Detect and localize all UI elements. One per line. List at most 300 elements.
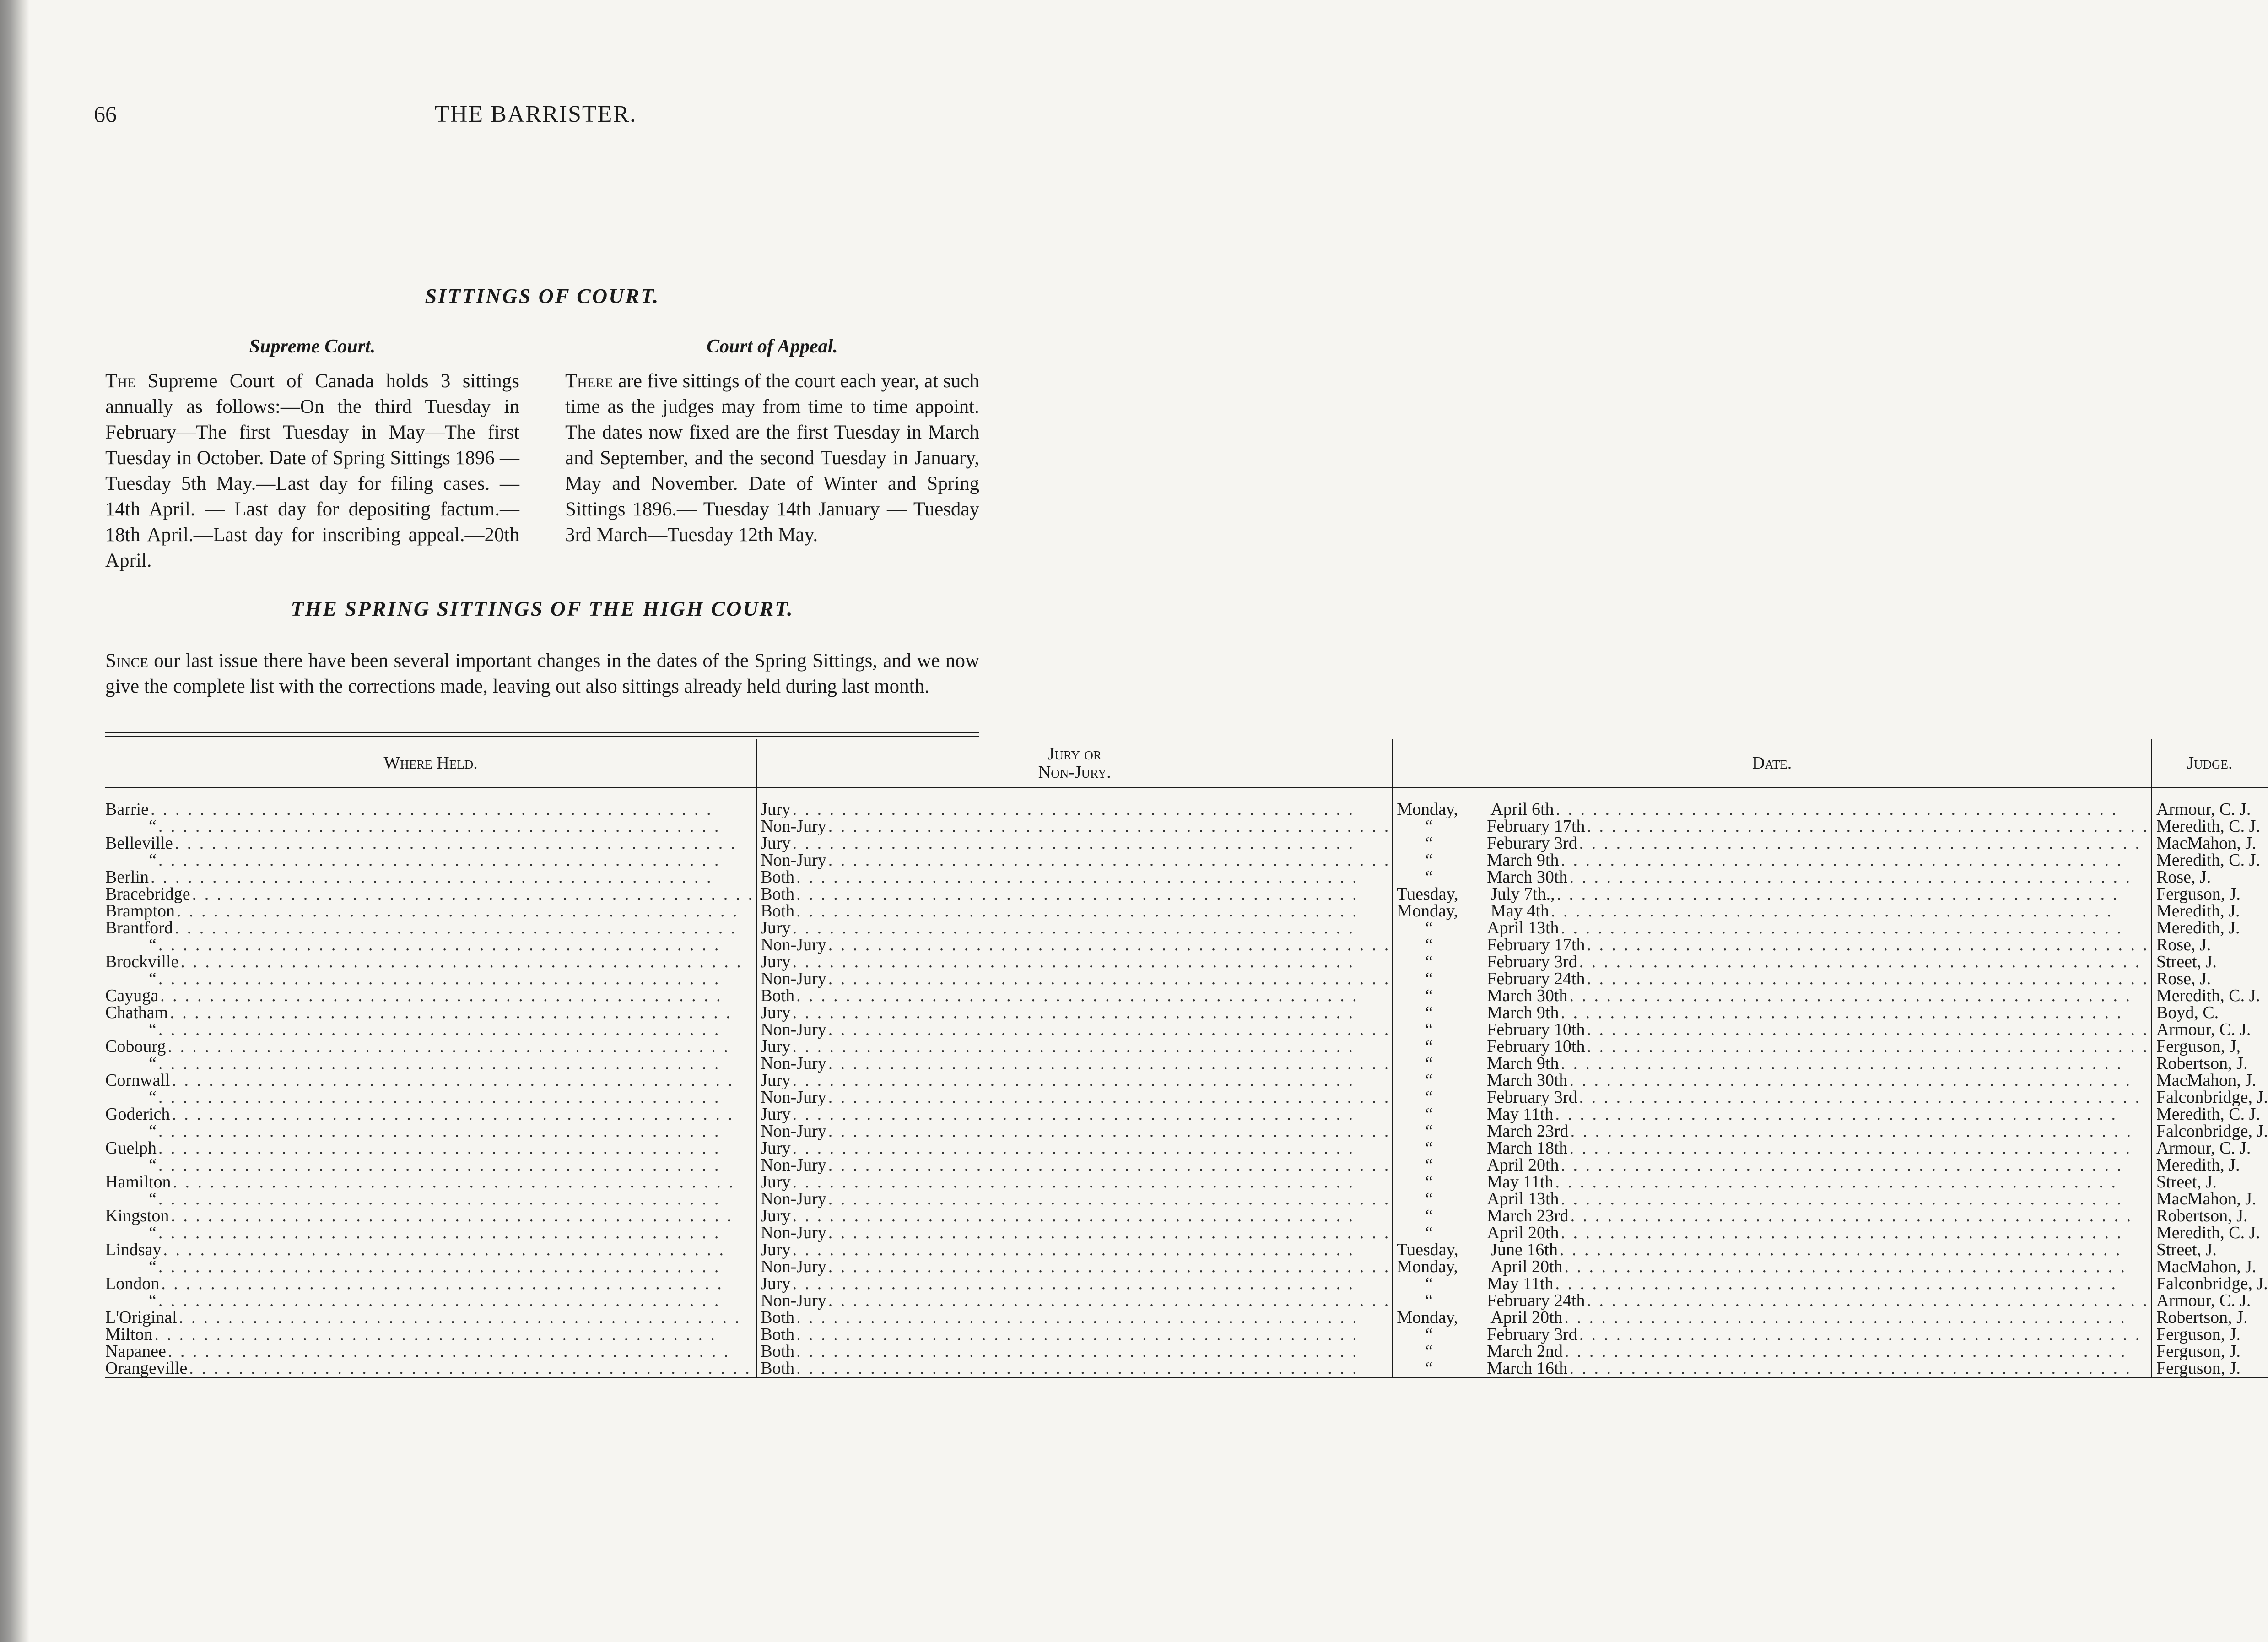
jury-cell [756, 1225, 1393, 1241]
date-cell [1393, 1072, 2151, 1089]
table-row [105, 788, 2268, 818]
table-top-rule-thin [105, 736, 979, 737]
court-of-appeal-text [565, 369, 979, 548]
leader-dots: . . . . . . . . . . . . . . . . . . . . . . . . . . . . . . . . . . . . . . . . . . . . . . [158, 1088, 721, 1107]
leader-dots: . . . . . . . . . . . . . . . . . . . . . . . . . . . . . . . . . . . . . . . . . . . . . . [828, 935, 1391, 954]
sitting-day: Tuesday, [1397, 1240, 1458, 1259]
court-of-appeal-column [565, 336, 979, 574]
jury-cell [756, 1089, 1393, 1106]
jury-type: Jury [761, 800, 791, 819]
jury-cell [756, 1157, 1393, 1174]
where-held-cell [105, 970, 756, 987]
page-header [94, 92, 979, 133]
leader-dots: . . . . . . . . . . . . . . . . . . . . . . . . . . . . . . . . . . . . . . . . . . . . . . [172, 1105, 734, 1124]
where-held-cell [105, 1360, 756, 1378]
date-cell [1393, 1174, 2151, 1191]
sitting-date: July 7th., [1490, 884, 1555, 904]
date-cell [1393, 987, 2151, 1004]
date-cell [1393, 1157, 2151, 1174]
sitting-day: “ [1425, 935, 1433, 954]
header-date: Date. [1393, 739, 2151, 788]
sitting-day: “ [1425, 1054, 1433, 1073]
jury-cell [756, 920, 1393, 937]
leader-dots: . . . . . . . . . . . . . . . . . . . . . . . . . . . . . . . . . . . . . . . . . . . . . . [1561, 918, 2123, 938]
jury-cell [756, 1360, 1393, 1378]
date-cell [1393, 1123, 2151, 1140]
table-row [105, 1343, 2268, 1360]
table-row [105, 1191, 2268, 1208]
jury-type: Non-Jury [761, 1189, 826, 1208]
judge: Robertson, J. [2151, 1208, 2268, 1225]
where-held-cell [105, 1258, 756, 1275]
header-jury-line2: Non-Jury. [1038, 763, 1111, 782]
table-row [105, 1241, 2268, 1258]
leader-dots: . . . . . . . . . . . . . . . . . . . . . . . . . . . . . . . . . . . . . . . . . . . . . . [176, 901, 739, 921]
leader-dots: . . . . . . . . . . . . . . . . . . . . . . . . . . . . . . . . . . . . . . . . . . . . . . [167, 1342, 730, 1361]
sitting-day: “ [1425, 1138, 1433, 1158]
leader-dots: . . . . . . . . . . . . . . . . . . . . . . . . . . . . . . . . . . . . . . . . . . . . . . [1561, 1155, 2123, 1175]
leader-dots: . . . . . . . . . . . . . . . . . . . . . . . . . . . . . . . . . . . . . . . . . . . . . . [828, 1155, 1391, 1175]
date-cell [1393, 1309, 2151, 1326]
jury-cell [756, 987, 1393, 1004]
leader-dots: . . . . . . . . . . . . . . . . . . . . . . . . . . . . . . . . . . . . . . . . . . . . . . [1579, 1325, 2142, 1344]
leader-dots: . . . . . . . . . . . . . . . . . . . . . . . . . . . . . . . . . . . . . . . . . . . . . . [1579, 834, 2142, 853]
leader-dots: . . . . . . . . . . . . . . . . . . . . . . . . . . . . . . . . . . . . . . . . . . . . . . [172, 1071, 734, 1090]
where-held-cell [105, 1343, 756, 1360]
judge: Robertson, J. [2151, 1309, 2268, 1326]
leader-dots: . . . . . . . . . . . . . . . . . . . . . . . . . . . . . . . . . . . . . . . . . . . . . . [796, 901, 1359, 921]
leader-dots: . . . . . . . . . . . . . . . . . . . . . . . . . . . . . . . . . . . . . . . . . . . . . . [792, 1206, 1355, 1225]
spring-body: our last issue there have been several important changes in the dates of the Spring Sittings, and we now give the complete list with the corrections made, leaving out also sittings already held during last month. [105, 650, 979, 697]
where-held: Cornwall [105, 1071, 170, 1090]
sitting-date: March 30th [1487, 1071, 1568, 1090]
judge: Meredith, J. [2151, 903, 2268, 920]
leader-dots: . . . . . . . . . . . . . . . . . . . . . . . . . . . . . . . . . . . . . . . . . . . . . . [1561, 851, 2123, 870]
where-held-cell [105, 852, 756, 869]
sitting-date: April 20th [1487, 1155, 1559, 1175]
judge: Falconbridge, J. [2151, 1275, 2268, 1292]
leader-dots: . . . . . . . . . . . . . . . . . . . . . . . . . . . . . . . . . . . . . . . . . . . . . . [828, 969, 1391, 988]
sitting-day: “ [1425, 1325, 1433, 1344]
leader-dots: . . . . . . . . . . . . . . . . . . . . . . . . . . . . . . . . . . . . . . . . . . . . . . [1564, 1308, 2127, 1327]
leader-dots: . . . . . . . . . . . . . . . . . . . . . . . . . . . . . . . . . . . . . . . . . . . . . . [1570, 1206, 2133, 1225]
date-cell [1393, 970, 2151, 987]
date-cell [1393, 1055, 2151, 1072]
where-held: Barrie [105, 800, 149, 819]
sittings-table [105, 739, 2268, 1382]
leader-dots: . . . . . . . . . . . . . . . . . . . . . . . . . . . . . . . . . . . . . . . . . . . . . . [158, 1138, 721, 1158]
jury-type: Jury [761, 1274, 791, 1293]
where-held: “ [149, 1189, 157, 1208]
where-held-cell [105, 1021, 756, 1038]
supreme-body: Supreme Court of Canada holds 3 sittings annually as follows:—On the third Tuesday in February—The first Tuesday in May—The first Tuesday in October. Date of Spring Sittings 1896 —Tuesday 5th May.—Last day for filing cases. — 14th April. — Last day for depositing factum.—18th April.—Last day for inscribing appeal.—20th April. [105, 370, 519, 571]
leader-dots: . . . . . . . . . . . . . . . . . . . . . . . . . . . . . . . . . . . . . . . . . . . . . . [796, 884, 1359, 904]
jury-type: Both [761, 1308, 795, 1327]
leader-dots: . . . . . . . . . . . . . . . . . . . . . . . . . . . . . . . . . . . . . . . . . . . . . . [1561, 1189, 2123, 1208]
where-held: “ [149, 935, 157, 954]
sitting-date: June 16th [1490, 1240, 1558, 1259]
table-row [105, 1055, 2268, 1072]
sitting-date: March 30th [1487, 867, 1568, 887]
judge: Robertson, J. [2151, 1055, 2268, 1072]
sitting-date: April 13th [1487, 1189, 1559, 1208]
supreme-lead-word: The [105, 370, 136, 392]
jury-type: Jury [761, 834, 791, 853]
jury-type: Jury [761, 952, 791, 971]
jury-cell [756, 1208, 1393, 1225]
table-row [105, 1309, 2268, 1326]
sitting-date: March 2nd [1487, 1342, 1563, 1361]
sitting-date: April 13th [1487, 918, 1559, 938]
leader-dots: . . . . . . . . . . . . . . . . . . . . . . . . . . . . . . . . . . . . . . . . . . . . . . [792, 1274, 1355, 1293]
judge: Street, J. [2151, 1241, 2268, 1258]
jury-type: Jury [761, 1138, 791, 1158]
leader-dots: . . . . . . . . . . . . . . . . . . . . . . . . . . . . . . . . . . . . . . . . . . . . . . [189, 1359, 751, 1378]
judge: Meredith, C. J. [2151, 852, 2268, 869]
judge: Meredith, C. J. [2151, 1106, 2268, 1123]
sitting-date: May 11th [1487, 1274, 1554, 1293]
leader-dots: . . . . . . . . . . . . . . . . . . . . . . . . . . . . . . . . . . . . . . . . . . . . . . [158, 1155, 721, 1175]
where-held: Berlin [105, 867, 149, 887]
judge: Street, J. [2151, 954, 2268, 970]
date-cell [1393, 886, 2151, 903]
judge: Armour, C. J. [2151, 1292, 2268, 1309]
header-judge: Judge. [2151, 739, 2268, 788]
jury-type: Jury [761, 1105, 791, 1124]
table-row [105, 1072, 2268, 1089]
where-held: Orangeville [105, 1359, 188, 1378]
sitting-day: “ [1425, 952, 1433, 971]
date-cell [1393, 1292, 2151, 1309]
where-held: Bracebridge [105, 884, 190, 904]
jury-cell [756, 1191, 1393, 1208]
where-held: “ [149, 817, 157, 836]
judge: Meredith, C. J. [2151, 818, 2268, 835]
judge: Rose, J. [2151, 970, 2268, 987]
table-bottom-rule [105, 1378, 2268, 1382]
sitting-day: “ [1425, 1223, 1433, 1242]
sitting-date: April 6th [1490, 800, 1554, 819]
leader-dots: . . . . . . . . . . . . . . . . . . . . . . . . . . . . . . . . . . . . . . . . . . . . . . [1569, 1071, 2132, 1090]
sitting-day: “ [1425, 1342, 1433, 1361]
spring-intro [105, 648, 979, 699]
sitting-day: “ [1425, 986, 1433, 1005]
date-cell [1393, 852, 2151, 869]
sitting-date: March 16th [1487, 1359, 1568, 1378]
table-row [105, 987, 2268, 1004]
leader-dots: . . . . . . . . . . . . . . . . . . . . . . . . . . . . . . . . . . . . . . . . . . . . . . [1550, 901, 2113, 921]
leader-dots: . . . . . . . . . . . . . . . . . . . . . . . . . . . . . . . . . . . . . . . . . . . . . . [792, 918, 1355, 938]
jury-cell [756, 1258, 1393, 1275]
jury-cell [756, 1326, 1393, 1343]
sitting-day: “ [1425, 1189, 1433, 1208]
sitting-date: February 24th [1487, 1291, 1585, 1310]
leader-dots: . . . . . . . . . . . . . . . . . . . . . . . . . . . . . . . . . . . . . . . . . . . . . . [828, 1122, 1391, 1141]
leader-dots: . . . . . . . . . . . . . . . . . . . . . . . . . . . . . . . . . . . . . . . . . . . . . . [160, 986, 723, 1005]
table-row [105, 970, 2268, 987]
date-cell [1393, 1191, 2151, 1208]
leader-dots: . . . . . . . . . . . . . . . . . . . . . . . . . . . . . . . . . . . . . . . . . . . . . . [173, 1172, 735, 1192]
sitting-date: March 23rd [1487, 1206, 1569, 1225]
leader-dots: . . . . . . . . . . . . . . . . . . . . . . . . . . . . . . . . . . . . . . . . . . . . . . [158, 969, 721, 988]
leader-dots: . . . . . . . . . . . . . . . . . . . . . . . . . . . . . . . . . . . . . . . . . . . . . . [796, 1359, 1359, 1378]
jury-type: Non-Jury [761, 969, 826, 988]
jury-cell [756, 852, 1393, 869]
leader-dots: . . . . . . . . . . . . . . . . . . . . . . . . . . . . . . . . . . . . . . . . . . . . . . [796, 867, 1359, 887]
running-title: THE BARRISTER. [435, 101, 637, 127]
table-row [105, 869, 2268, 886]
where-held: Goderich [105, 1105, 170, 1124]
leader-dots: . . . . . . . . . . . . . . . . . . . . . . . . . . . . . . . . . . . . . . . . . . . . . . [792, 1037, 1355, 1056]
sitting-date: May 11th [1487, 1172, 1554, 1192]
jury-cell [756, 1309, 1393, 1326]
where-held: Brampton [105, 901, 175, 921]
where-held: “ [149, 1088, 157, 1107]
spring-lead-word: Since [105, 650, 148, 672]
date-cell [1393, 1021, 2151, 1038]
sitting-day: Tuesday, [1397, 884, 1458, 904]
where-held-cell [105, 886, 756, 903]
jury-cell [756, 937, 1393, 954]
table-row [105, 1106, 2268, 1123]
leader-dots: . . . . . . . . . . . . . . . . . . . . . . . . . . . . . . . . . . . . . . . . . . . . . . [792, 800, 1355, 819]
leader-dots: . . . . . . . . . . . . . . . . . . . . . . . . . . . . . . . . . . . . . . . . . . . . . . [154, 1325, 717, 1344]
jury-cell [756, 1021, 1393, 1038]
sitting-date: April 20th [1487, 1223, 1559, 1242]
date-cell [1393, 1225, 2151, 1241]
leader-dots: . . . . . . . . . . . . . . . . . . . . . . . . . . . . . . . . . . . . . . . . . . . . . . [1555, 1172, 2118, 1192]
where-held: Chatham [105, 1003, 168, 1022]
table-row [105, 1258, 2268, 1275]
sitting-day: “ [1425, 1172, 1433, 1192]
where-held-cell [105, 1225, 756, 1241]
judge: Falconbridge, J. [2151, 1089, 2268, 1106]
sitting-day: Monday, [1397, 800, 1458, 819]
leader-dots: . . . . . . . . . . . . . . . . . . . . . . . . . . . . . . . . . . . . . . . . . . . . . . [796, 1325, 1359, 1344]
where-held: Napanee [105, 1342, 166, 1361]
where-held-cell [105, 1157, 756, 1174]
sitting-day: “ [1425, 1071, 1433, 1090]
table-row [105, 1021, 2268, 1038]
where-held: “ [149, 851, 157, 870]
leader-dots: . . . . . . . . . . . . . . . . . . . . . . . . . . . . . . . . . . . . . . . . . . . . . . [792, 1172, 1355, 1192]
table-row [105, 1038, 2268, 1055]
jury-type: Jury [761, 918, 791, 938]
jury-cell [756, 1140, 1393, 1157]
jury-cell [756, 886, 1393, 903]
table-body [105, 788, 2268, 1378]
sitting-day: “ [1425, 851, 1433, 870]
leader-dots: . . . . . . . . . . . . . . . . . . . . . . . . . . . . . . . . . . . . . . . . . . . . . . [1579, 952, 2142, 971]
sitting-day: “ [1425, 1359, 1433, 1378]
date-cell [1393, 1038, 2151, 1055]
where-held-cell [105, 1038, 756, 1055]
sitting-date: April 20th [1490, 1257, 1563, 1276]
sitting-date: March 23rd [1487, 1122, 1569, 1141]
leader-dots: . . . . . . . . . . . . . . . . . . . . . . . . . . . . . . . . . . . . . . . . . . . . . . [158, 817, 721, 836]
where-held-cell [105, 1055, 756, 1072]
date-cell [1393, 920, 2151, 937]
where-held-cell [105, 1292, 756, 1309]
leader-dots: . . . . . . . . . . . . . . . . . . . . . . . . . . . . . . . . . . . . . . . . . . . . . . [792, 1240, 1355, 1259]
sitting-date: February 24th [1487, 969, 1585, 988]
leader-dots: . . . . . . . . . . . . . . . . . . . . . . . . . . . . . . . . . . . . . . . . . . . . . . [828, 1020, 1391, 1039]
sittings-title: SITTINGS OF COURT. [425, 284, 660, 308]
jury-cell [756, 835, 1393, 852]
jury-type: Both [761, 1342, 795, 1361]
jury-cell [756, 1072, 1393, 1089]
date-cell [1393, 1258, 2151, 1275]
jury-cell [756, 954, 1393, 970]
leader-dots: . . . . . . . . . . . . . . . . . . . . . . . . . . . . . . . . . . . . . . . . . . . . . . [158, 1122, 721, 1141]
sitting-day: Monday, [1397, 1308, 1458, 1327]
sitting-date: February 17th [1487, 935, 1585, 954]
sitting-date: April 20th [1490, 1308, 1563, 1327]
where-held: Lindsay [105, 1240, 162, 1259]
where-held-cell [105, 1326, 756, 1343]
table-row [105, 1326, 2268, 1343]
leader-dots: . . . . . . . . . . . . . . . . . . . . . . . . . . . . . . . . . . . . . . . . . . . . . . [158, 1291, 721, 1310]
leader-dots: . . . . . . . . . . . . . . . . . . . . . . . . . . . . . . . . . . . . . . . . . . . . . . [828, 1189, 1391, 1208]
header-jury [756, 739, 1393, 788]
leader-dots: . . . . . . . . . . . . . . . . . . . . . . . . . . . . . . . . . . . . . . . . . . . . . . [1569, 867, 2132, 887]
jury-type: Both [761, 884, 795, 904]
jury-type: Both [761, 901, 795, 921]
judge: MacMahon, J. [2151, 835, 2268, 852]
leader-dots: . . . . . . . . . . . . . . . . . . . . . . . . . . . . . . . . . . . . . . . . . . . . . . [1587, 1020, 2149, 1039]
judge: Boyd, C. [2151, 1004, 2268, 1021]
leader-dots: . . . . . . . . . . . . . . . . . . . . . . . . . . . . . . . . . . . . . . . . . . . . . . [167, 1037, 730, 1056]
jury-type: Jury [761, 1037, 791, 1056]
date-cell [1393, 818, 2151, 835]
judge: Rose, J. [2151, 937, 2268, 954]
leader-dots: . . . . . . . . . . . . . . . . . . . . . . . . . . . . . . . . . . . . . . . . . . . . . . [158, 1189, 721, 1208]
jury-type: Both [761, 986, 795, 1005]
leader-dots: . . . . . . . . . . . . . . . . . . . . . . . . . . . . . . . . . . . . . . . . . . . . . . [158, 851, 721, 870]
sitting-day: “ [1425, 1274, 1433, 1293]
jury-type: Jury [761, 1240, 791, 1259]
where-held: Belleville [105, 834, 173, 853]
sitting-date: February 10th [1487, 1020, 1585, 1039]
leader-dots: . . . . . . . . . . . . . . . . . . . . . . . . . . . . . . . . . . . . . . . . . . . . . . [796, 1308, 1359, 1327]
leader-dots: . . . . . . . . . . . . . . . . . . . . . . . . . . . . . . . . . . . . . . . . . . . . . . [1561, 1003, 2123, 1022]
jury-cell [756, 1174, 1393, 1191]
jury-type: Non-Jury [761, 1155, 826, 1175]
jury-type: Jury [761, 1206, 791, 1225]
leader-dots: . . . . . . . . . . . . . . . . . . . . . . . . . . . . . . . . . . . . . . . . . . . . . . [792, 1003, 1355, 1022]
where-held-cell [105, 1004, 756, 1021]
leader-dots: . . . . . . . . . . . . . . . . . . . . . . . . . . . . . . . . . . . . . . . . . . . . . . [792, 1071, 1355, 1090]
leader-dots: . . . . . . . . . . . . . . . . . . . . . . . . . . . . . . . . . . . . . . . . . . . . . . [1587, 969, 2149, 988]
where-held: Milton [105, 1325, 153, 1344]
date-cell [1393, 1275, 2151, 1292]
appeal-lead-word: There [565, 370, 613, 392]
where-held: Brockville [105, 952, 179, 971]
where-held-cell [105, 1275, 756, 1292]
jury-type: Non-Jury [761, 1054, 826, 1073]
table-row [105, 1292, 2268, 1309]
leader-dots: . . . . . . . . . . . . . . . . . . . . . . . . . . . . . . . . . . . . . . . . . . . . . . [828, 1257, 1391, 1276]
where-held: Cobourg [105, 1037, 166, 1056]
jury-type: Jury [761, 1003, 791, 1022]
where-held-cell [105, 1106, 756, 1123]
sitting-day: Monday, [1397, 1257, 1458, 1276]
where-held: “ [149, 1020, 157, 1039]
sitting-day: “ [1425, 1037, 1433, 1056]
where-held-cell [105, 1191, 756, 1208]
leader-dots: . . . . . . . . . . . . . . . . . . . . . . . . . . . . . . . . . . . . . . . . . . . . . . [828, 1054, 1391, 1073]
leader-dots: . . . . . . . . . . . . . . . . . . . . . . . . . . . . . . . . . . . . . . . . . . . . . . [158, 1054, 721, 1073]
sitting-day: “ [1425, 1105, 1433, 1124]
where-held-cell [105, 1089, 756, 1106]
date-cell [1393, 1241, 2151, 1258]
jury-cell [756, 1275, 1393, 1292]
leader-dots: . . . . . . . . . . . . . . . . . . . . . . . . . . . . . . . . . . . . . . . . . . . . . . [828, 817, 1391, 836]
jury-cell [756, 1055, 1393, 1072]
leader-dots: . . . . . . . . . . . . . . . . . . . . . . . . . . . . . . . . . . . . . . . . . . . . . . [1555, 1274, 2118, 1293]
sitting-day: “ [1425, 1020, 1433, 1039]
jury-cell [756, 1004, 1393, 1021]
table-row [105, 920, 2268, 937]
leader-dots: . . . . . . . . . . . . . . . . . . . . . . . . . . . . . . . . . . . . . . . . . . . . . . [828, 1291, 1391, 1310]
sitting-date: March 9th [1487, 1054, 1559, 1073]
sitting-day: Monday, [1397, 901, 1458, 921]
sitting-day: “ [1425, 1206, 1433, 1225]
judge: Ferguson, J. [2151, 1343, 2268, 1360]
sitting-date: March 30th [1487, 986, 1568, 1005]
judge: Meredith, J. [2151, 920, 2268, 937]
leader-dots: . . . . . . . . . . . . . . . . . . . . . . . . . . . . . . . . . . . . . . . . . . . . . . [158, 1223, 721, 1242]
leader-dots: . . . . . . . . . . . . . . . . . . . . . . . . . . . . . . . . . . . . . . . . . . . . . . [1559, 1240, 2122, 1259]
leader-dots: . . . . . . . . . . . . . . . . . . . . . . . . . . . . . . . . . . . . . . . . . . . . . . [792, 834, 1355, 853]
sitting-day: “ [1425, 867, 1433, 887]
binding-shadow [0, 0, 29, 1642]
where-held: “ [149, 1257, 157, 1276]
leader-dots: . . . . . . . . . . . . . . . . . . . . . . . . . . . . . . . . . . . . . . . . . . . . . . [1555, 800, 2118, 819]
leader-dots: . . . . . . . . . . . . . . . . . . . . . . . . . . . . . . . . . . . . . . . . . . . . . . [796, 986, 1359, 1005]
leader-dots: . . . . . . . . . . . . . . . . . . . . . . . . . . . . . . . . . . . . . . . . . . . . . . [150, 867, 713, 887]
where-held-cell [105, 954, 756, 970]
table-row [105, 1089, 2268, 1106]
jury-cell [756, 869, 1393, 886]
sitting-date: March 9th [1487, 1003, 1559, 1022]
table-row [105, 1208, 2268, 1225]
table-row [105, 903, 2268, 920]
leader-dots: . . . . . . . . . . . . . . . . . . . . . . . . . . . . . . . . . . . . . . . . . . . . . . [792, 952, 1355, 971]
where-held: Guelph [105, 1138, 157, 1158]
sitting-day: “ [1425, 1003, 1433, 1022]
jury-type: Non-Jury [761, 817, 826, 836]
judge: Ferguson, J. [2151, 1326, 2268, 1343]
where-held-cell [105, 1309, 756, 1326]
jury-type: Both [761, 1359, 795, 1378]
supreme-court-text [105, 369, 519, 574]
jury-type: Both [761, 867, 795, 887]
leader-dots: . . . . . . . . . . . . . . . . . . . . . . . . . . . . . . . . . . . . . . . . . . . . . . [792, 1105, 1355, 1124]
jury-cell [756, 788, 1393, 818]
leader-dots: . . . . . . . . . . . . . . . . . . . . . . . . . . . . . . . . . . . . . . . . . . . . . . [174, 918, 737, 938]
table-row [105, 886, 2268, 903]
leader-dots: . . . . . . . . . . . . . . . . . . . . . . . . . . . . . . . . . . . . . . . . . . . . . . [828, 851, 1391, 870]
court-of-appeal-heading: Court of Appeal. [707, 336, 838, 357]
table-row [105, 1275, 2268, 1292]
sitting-day: “ [1425, 1155, 1433, 1175]
date-cell [1393, 1360, 2151, 1378]
jury-type: Non-Jury [761, 935, 826, 954]
where-held-cell [105, 1208, 756, 1225]
appeal-body: are five sittings of the court each year, at such time as the judges may from time to time appoint. The dates now fixed are the first Tuesday in March and September, and the second Tuesday in January, May and November. Date of Winter and Spring Sittings 1896.— Tuesday 14th January — Tuesday 3rd March—Tuesday 12th May. [565, 370, 980, 546]
where-held: Hamilton [105, 1172, 171, 1192]
